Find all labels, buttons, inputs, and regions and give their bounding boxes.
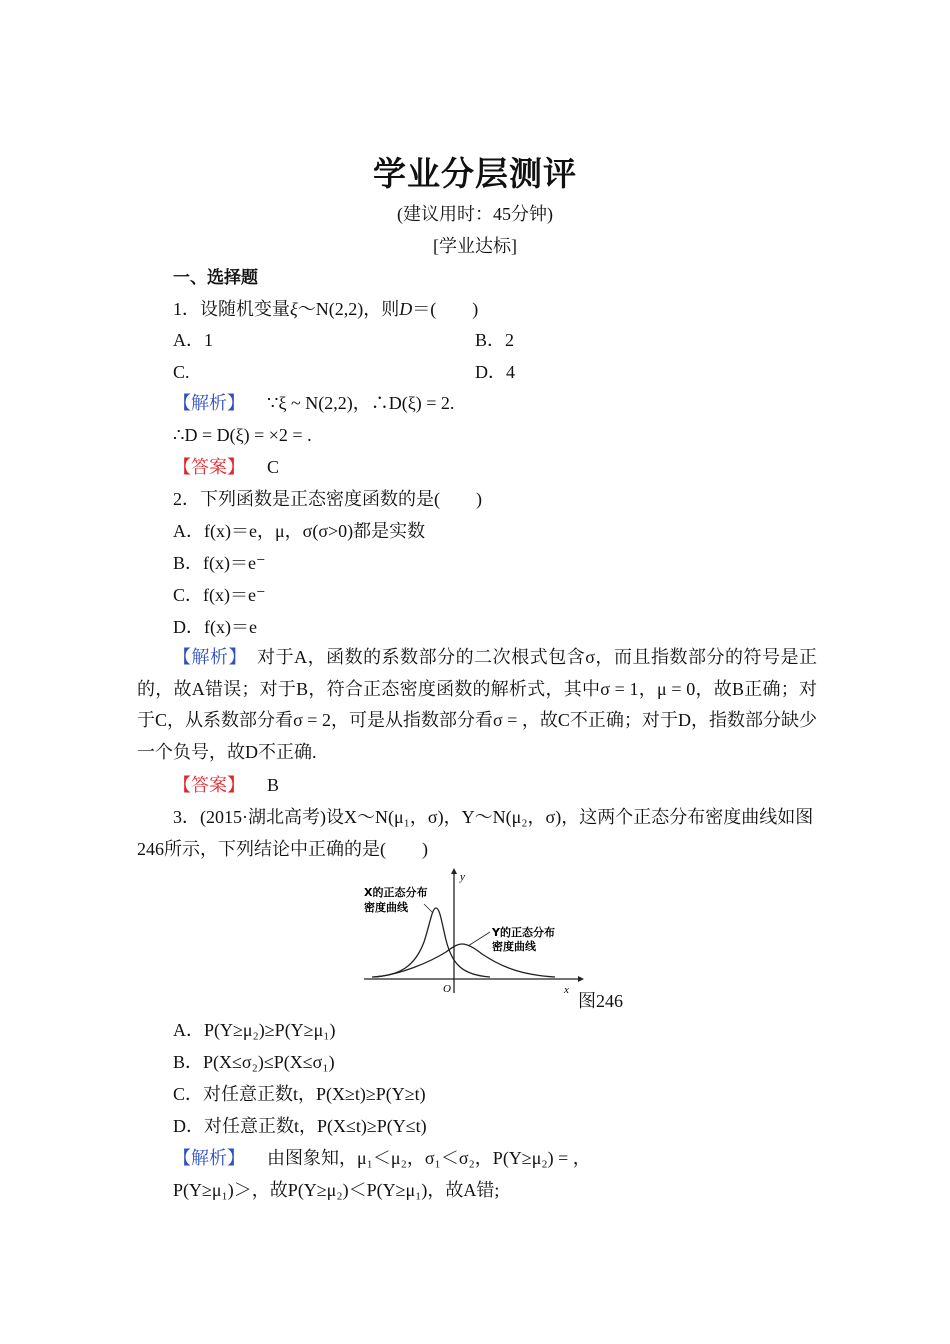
q2-analysis-text: 对于A，函数的系数部分的二次根式包含σ，而且指数部分的符号是正的，故A错误；对于B，符合正态密度函数的解析式，其中σ = 1，μ = 0，故B正确；对于C，从系数部分看σ = 2，可是从指数部分看σ = ，故C不正确；对于D，指数部分缺少一个负号，故D不正确. bbox=[137, 647, 818, 762]
page-title: 学业分层测评 bbox=[373, 154, 577, 193]
q1-option-d: D．4 bbox=[475, 362, 515, 382]
origin-label: O bbox=[443, 983, 451, 995]
time-hint: (建议用时：45分钟) bbox=[397, 204, 553, 224]
x-curve-label-1: X的正态分布 bbox=[364, 886, 428, 899]
q3-option-c: C．对任意正数t，P(X≥t)≥P(Y≥t) bbox=[173, 1084, 426, 1104]
q2-answer bbox=[173, 773, 279, 797]
y-curve-label-1: Y的正态分布 bbox=[492, 926, 555, 939]
q1-dist: ～N(2,2)，则 bbox=[297, 299, 400, 319]
normal-curves-figure bbox=[360, 866, 585, 996]
q1-answer bbox=[173, 455, 279, 479]
answer-tag: 【答案】 bbox=[173, 457, 245, 477]
y-axis-label: y bbox=[460, 871, 465, 883]
q1-target: D bbox=[399, 299, 413, 319]
q2-stem: 2．下列函数是正态密度函数的是( ) bbox=[173, 489, 482, 509]
figure-caption: 图246 bbox=[578, 991, 623, 1011]
q1-answer-value: C bbox=[267, 457, 280, 477]
analysis-tag: 【解析】 bbox=[173, 647, 248, 667]
section-label: [学业达标] bbox=[433, 236, 517, 256]
y-curve-label-2: 密度曲线 bbox=[492, 940, 536, 953]
x-curve-label-2: 密度曲线 bbox=[364, 901, 408, 914]
q1-analysis bbox=[173, 391, 454, 415]
x-axis-arrow bbox=[578, 976, 584, 982]
analysis-tag: 【解析】 bbox=[173, 393, 245, 413]
q1-option-b: B．2 bbox=[475, 330, 515, 350]
q2-option-d: D．f(x)＝e bbox=[173, 617, 257, 637]
q2-analysis bbox=[137, 642, 817, 768]
q3-stem-line2: 246所示，下列结论中正确的是( ) bbox=[137, 839, 428, 859]
q2-option-a: A．f(x)＝e，μ，σ(σ>0)都是实数 bbox=[173, 521, 426, 541]
q3-option-d: D．对任意正数t，P(X≤t)≥P(Y≤t) bbox=[173, 1116, 427, 1136]
q2-option-c: C．f(x)＝e⁻ bbox=[173, 585, 266, 605]
q3-analysis-line1: 由图象知，μ₁＜μ₂，σ₁＜σ₂，P(Y≥μ₂) = ， bbox=[267, 1148, 591, 1168]
x-curve-leader bbox=[424, 904, 432, 912]
y-curve-leader bbox=[468, 932, 490, 946]
q3-analysis-line2: P(Y≥μ₁)＞，故P(Y≥μ₂)＜P(Y≥μ₁)，故A错; bbox=[173, 1180, 500, 1200]
q1-analysis-line1: ∵ξ ~ N(2,2)，∴D(ξ) = 2. bbox=[267, 393, 455, 413]
q1-stem bbox=[173, 297, 478, 321]
q1-suffix: ＝( ) bbox=[412, 299, 479, 319]
q2-option-b: B．f(x)＝e⁻ bbox=[173, 553, 266, 573]
analysis-tag: 【解析】 bbox=[173, 1148, 245, 1168]
q1-option-a: A．1 bbox=[173, 330, 213, 350]
q1-analysis-line2: ∴D = D(ξ) = ×2 = . bbox=[173, 425, 312, 445]
x-axis-label: x bbox=[564, 984, 569, 996]
q3-option-b: B．P(X≤σ₂)≤P(X≤σ₁) bbox=[173, 1052, 335, 1072]
q3-stem-line1: 3．(2015·湖北高考)设X～N(μ₁，σ)，Y～N(μ₂，σ)，这两个正态分布密度曲线如图 bbox=[173, 807, 814, 827]
q1-prefix: 1．设随机变量 bbox=[173, 299, 290, 319]
q3-option-a: A．P(Y≥μ₂)≥P(Y≥μ₁) bbox=[173, 1020, 336, 1040]
part-heading: 一、选择题 bbox=[173, 268, 258, 288]
q2-answer-value: B bbox=[267, 775, 280, 795]
q1-option-c: C. bbox=[173, 362, 190, 382]
x-density-curve bbox=[372, 908, 490, 977]
q3-analysis bbox=[173, 1146, 591, 1170]
q1-rv: ξ bbox=[290, 299, 298, 319]
y-axis-arrow bbox=[451, 868, 457, 874]
answer-tag: 【答案】 bbox=[173, 775, 245, 795]
